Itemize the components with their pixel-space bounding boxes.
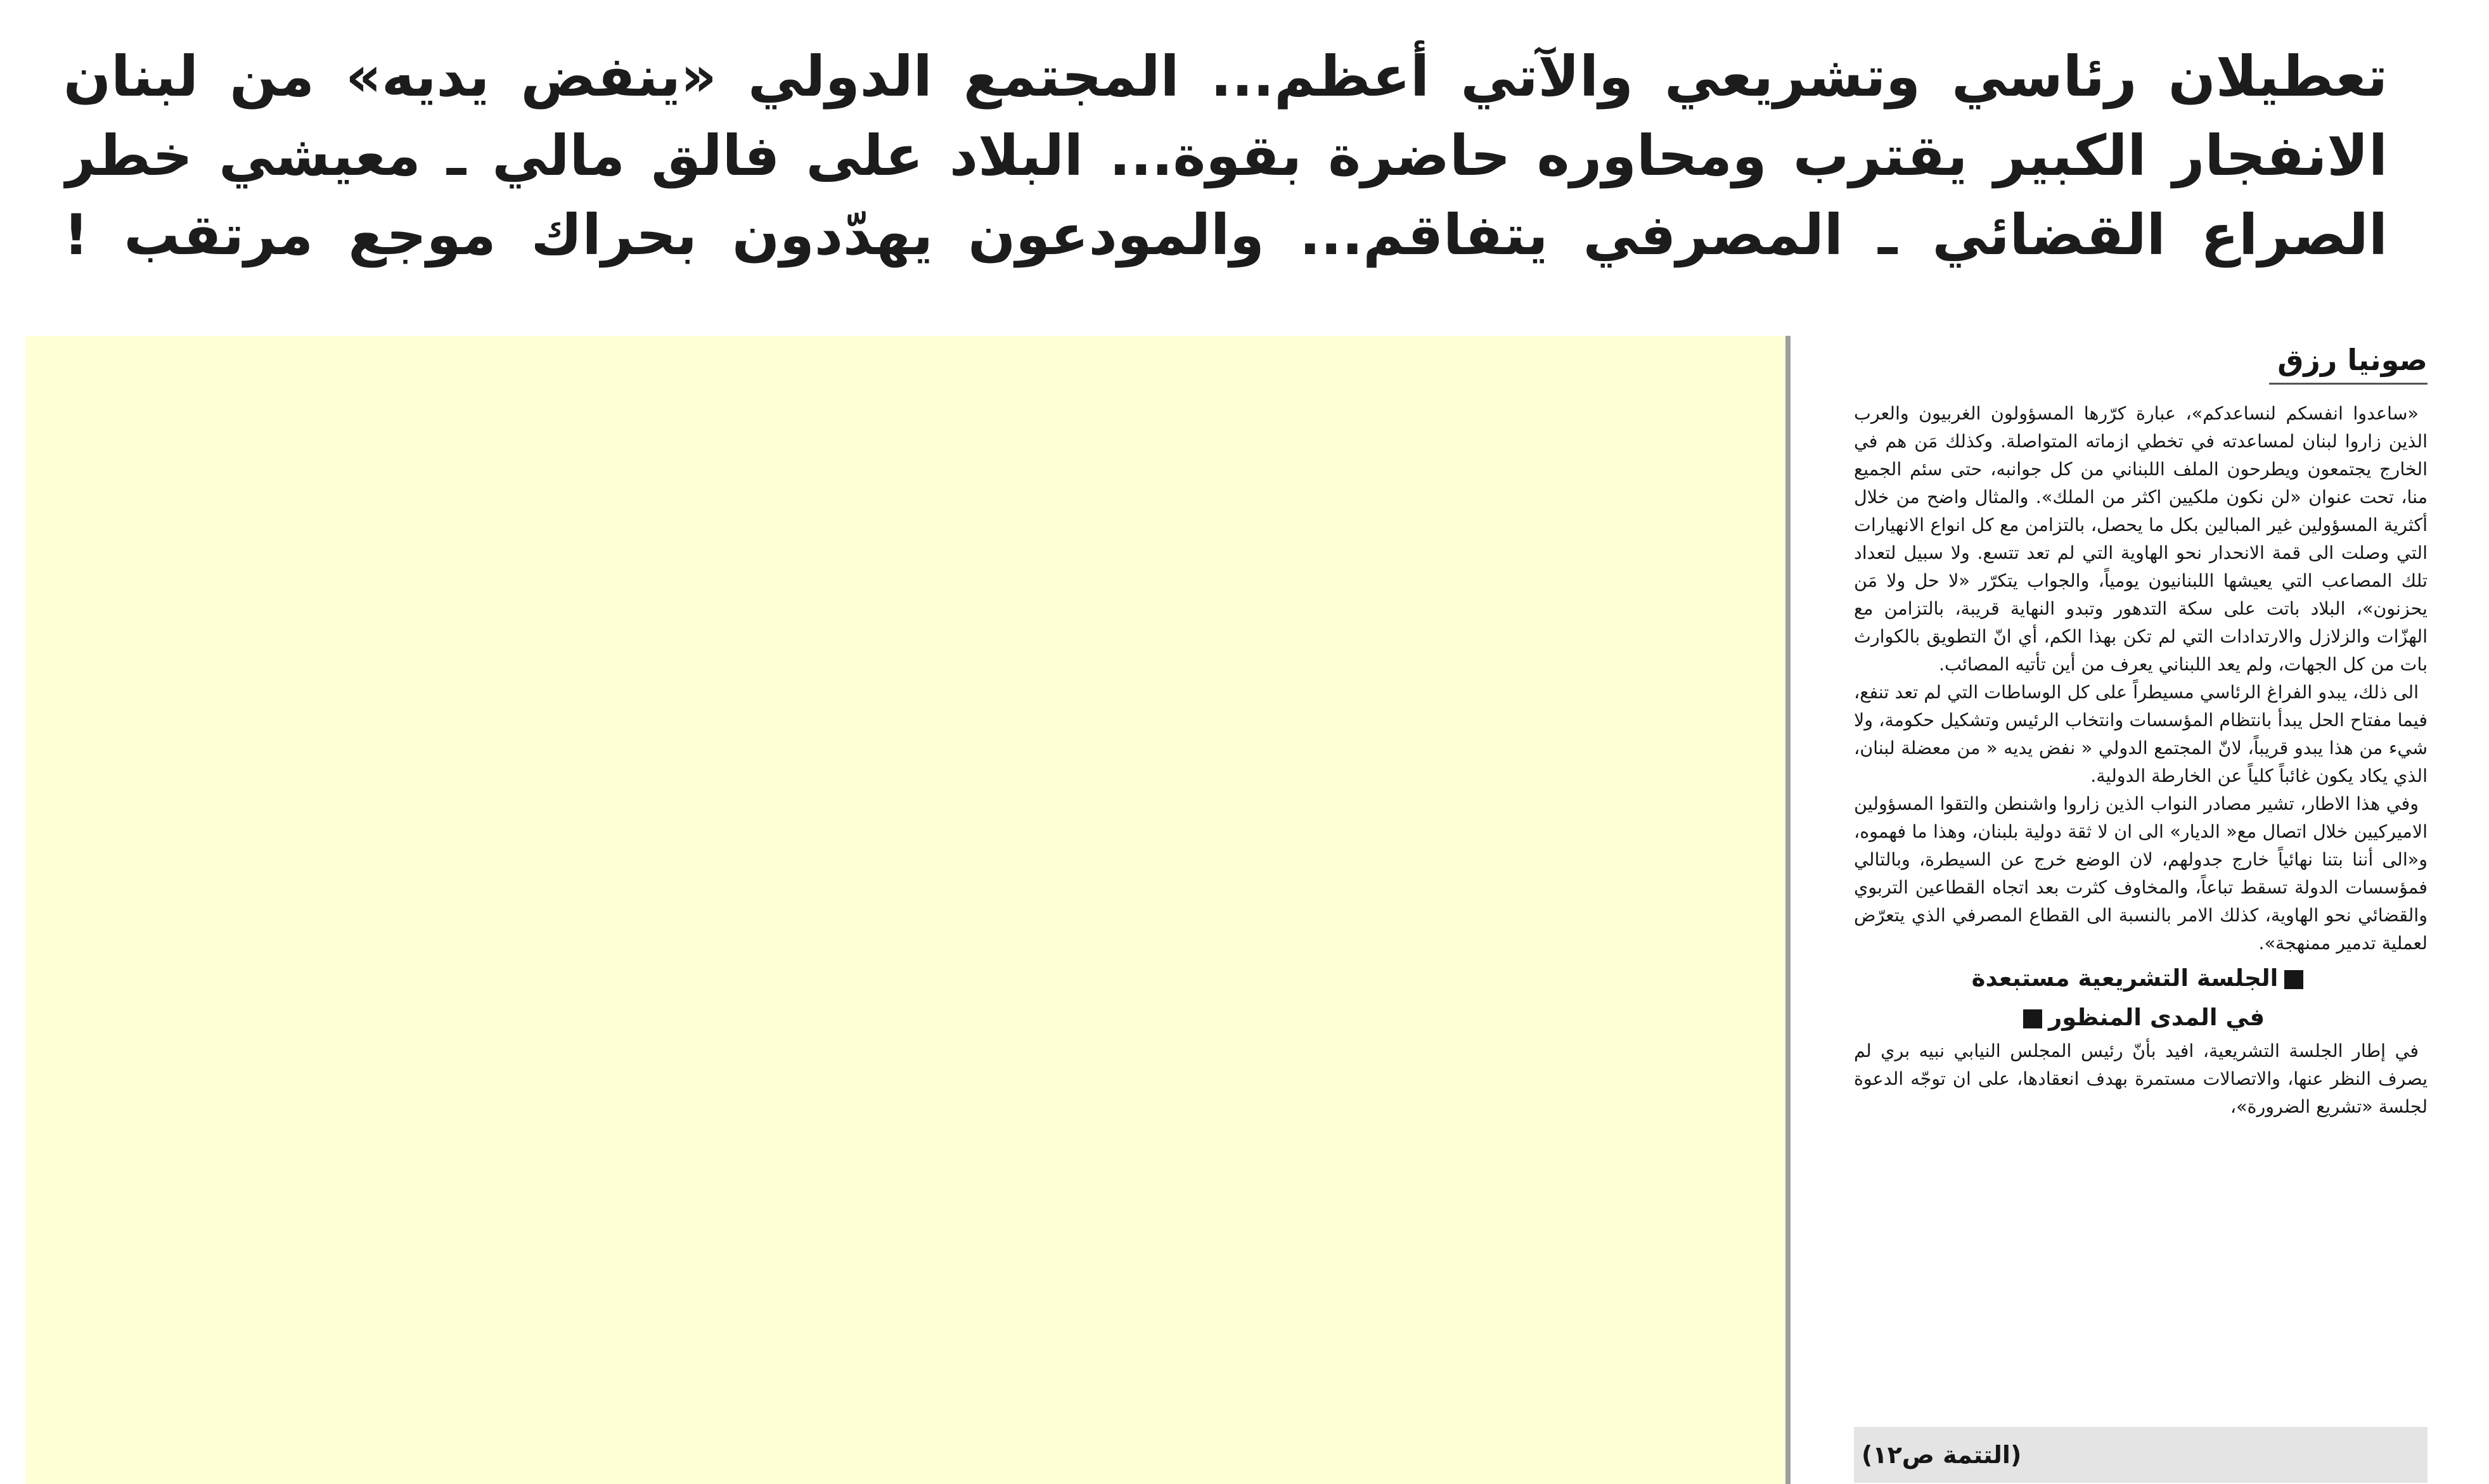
square-bullet-icon [2023, 1009, 2042, 1028]
article-body [1854, 400, 2428, 1121]
author-byline: صونيا رزق [2269, 341, 2428, 385]
headline-line-3: الصراع القضائي ـ المصرفي يتفاقم... والمودعون يهدّدون بحراك موجع مرتقب ! [63, 202, 2388, 267]
continued-on-page-note: (التتمة ص١٢) [1854, 1427, 2428, 1483]
subheading-text-2: في المدى المنظور [2048, 1004, 2265, 1031]
subheading-line-1 [1854, 959, 2428, 998]
article-column [1854, 336, 2428, 1483]
article-paragraph: الى ذلك، يبدو الفراغ الرئاسي مسيطراً على كل الوساطات التي لم تعد تنفع، فيما مفتاح الحل يبدأ بانتظام المؤسسات وانتخاب الرئيس وتشكيل حكومة، ولا شيء من هذا يبدو قريباً، لانّ المجتمع الدولي « نفض يديه « من معضلة لبنان، الذي يكاد يكون غائباً كلياً عن الخارطة الدولية. [1854, 682, 2428, 786]
subheading-line-2 [1854, 998, 2428, 1037]
square-bullet-icon [2284, 970, 2303, 989]
subheading-text-1: الجلسة التشريعية مستبعدة [1971, 964, 2279, 992]
photo-placeholder [25, 336, 1791, 1484]
article-paragraph: في إطار الجلسة التشريعية، افيد بأنّ رئيس المجلس النيابي نبيه بري لم يصرف النظر عنها، والاتصالات مستمرة بهدف انعقادها، على ان توجّه الدعوة لجلسة «تشريع الضرورة»، [1854, 1040, 2428, 1117]
article-paragraph: وفي هذا الاطار، تشير مصادر النواب الذين زاروا واشنطن والتقوا المسؤولين الاميركيين خلال اتصال مع« الديار» الى ان لا ثقة دولية بلبنان، وهذا ما فهموه، و«الى أننا بتنا نهائياً خارج جدولهم، لان الوضع خرج عن السيطرة، وبالتالي فمؤسسات الدولة تسقط تباعاً، والمخاوف كثرت بعد اتجاه القطاعين التربوي والقضائي نحو الهاوية، كذلك الامر بالنسبة الى القطاع المصرفي الذي يتعرّض لعملية تدمير ممنهجة». [1854, 793, 2428, 954]
headline [63, 37, 2388, 303]
subheading [1854, 959, 2428, 1037]
headline-line-1: تعطيلان رئاسي وتشريعي والآتي أعظم... المجتمع الدولي «ينفض يديه» من لبنان [63, 44, 2388, 109]
headline-line-2: الانفجار الكبير يقترب ومحاوره حاضرة بقوة... البلاد على فالق مالي ـ معيشي خطر [63, 123, 2388, 188]
article-paragraph: «ساعدوا انفسكم لنساعدكم»، عبارة كرّرها المسؤولون الغربيون والعرب الذين زاروا لبنان لمساعدته في تخطي ازماته المتواصلة. وكذلك مَن هم في الخارج يجتمعون ويطرحون الملف اللبناني من كل جوانبه، حتى سئم الجميع منا، تحت عنوان «لن نكون ملكيين اكثر من الملك». والمثال واضح من خلال أكثرية المسؤولين غير المبالين بكل ما يحصل، بالتزامن مع كل انواع الانهيارات التي وصلت الى قمة الانحدار نحو الهاوية التي لم تعد تتسع. ولا سبيل لتعداد تلك المصاعب التي يعيشها اللبنانيون يومياً، والجواب يتكرّر «لا حل ولا مَن يحزنون»، البلاد باتت على سكة التدهور وتبدو النهاية قريبة، بالتزامن مع الهزّات والزلازل والارتدادات التي لم تكن بهذا الكم، أي انّ التطويق بالكوارث بات من كل الجهات، ولم يعد اللبناني يعرف من أين تأتيه المصائب. [1854, 403, 2428, 675]
